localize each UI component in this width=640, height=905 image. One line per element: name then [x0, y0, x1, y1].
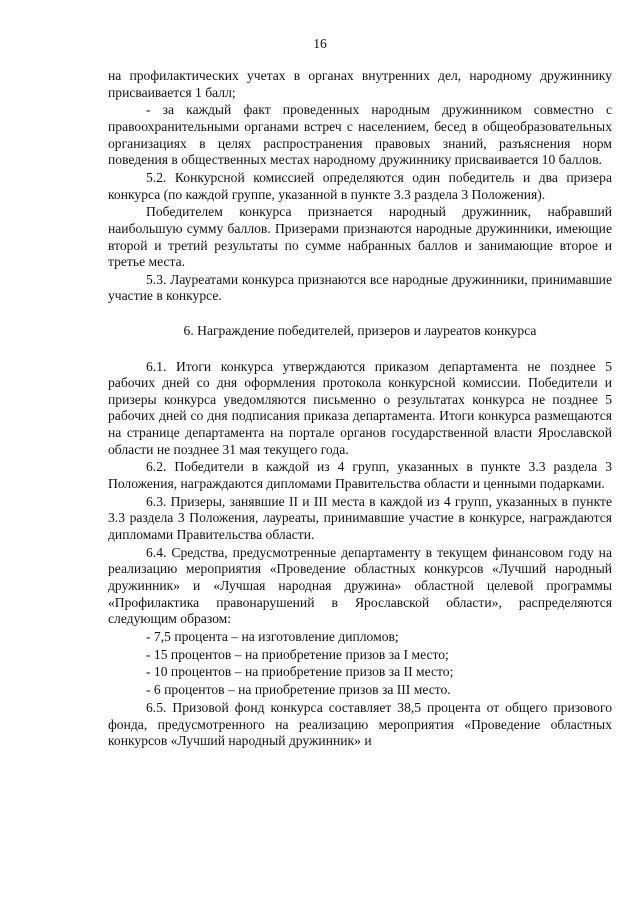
- list-item-second-place: - 10 процентов – на приобретение призов за II место;: [146, 664, 454, 680]
- paragraph-6-1: 6.1. Итоги конкурса утверждаются приказом департамента не позднее 5 рабочих дней со дня оформления протокола конкурсной комиссии. Победители и призеры конкурса уведомляются письменно о результатах конкурса не позднее 5 рабочих дней со дня подписания приказа департамента. Итоги конкурса размещаются на странице департамента на портале органов государственной власти Ярославской области не позднее 31 мая текущего года.: [108, 358, 612, 457]
- document-body: [108, 68, 612, 751]
- list-item-first-place: - 15 процентов – на приобретение призов за I место;: [146, 646, 449, 662]
- section-heading-6: 6. Награждение победителей, призеров и лауреатов конкурса: [183, 323, 537, 339]
- list-item-diplomas: - 7,5 процента – на изготовление дипломов;: [146, 628, 399, 644]
- paragraph-winner-definition: Победителем конкурса признается народный дружинник, набравший наибольшую сумму баллов. Призерами признаются народные дружинники, имеющие второй и третий результаты по сумме набранных баллов и занимающие второе и третье места.: [108, 204, 612, 270]
- paragraph-6-3: 6.3. Призеры, занявшие II и III места в каждой из 4 групп, указанных в пункте 3.3 раздела 3 Положения, лауреаты, принимавшие участие в конкурсе, награждаются дипломами Правительства области.: [108, 493, 612, 542]
- paragraph-5-2: 5.2. Конкурсной комиссией определяются один победитель и два призера конкурса (по каждой группе, указанной в пункте 3.3 раздела 3 Положения).: [108, 169, 612, 202]
- list-item-third-place: - 6 процентов – на приобретение призов за III место.: [146, 682, 451, 698]
- paragraph-6-5: 6.5. Призовой фонд конкурса составляет 38,5 процента от общего призового фонда, предусмотренного на реализацию мероприятия «Проведение областных конкурсов «Лучший народный дружинник» и: [108, 700, 612, 749]
- paragraph-6-2: 6.2. Победители в каждой из 4 групп, указанных в пункте 3.3 раздела 3 Положения, награждаются дипломами Правительства области и ценными подарками.: [108, 459, 612, 491]
- paragraph-6-4: 6.4. Средства, предусмотренные департаменту в текущем финансовом году на реализацию мероприятия «Проведение областных конкурсов «Лучший народный дружинник» и «Лучшая народная дружина» областной целевой программы «Профилактика правонарушений в Ярославской области», распределяются следующим образом:: [108, 544, 612, 627]
- paragraph-5-3: 5.3. Лауреатами конкурса признаются все народные дружинники, принимавшие участие в конкурсе.: [108, 271, 612, 304]
- page-number: 16: [313, 36, 327, 51]
- paragraph-continuation: на профилактических учетах в органах внутренних дел, народному дружиннику присваивается 1 балл;: [108, 68, 612, 100]
- paragraph-meetings-points: - за каждый факт проведенных народным дружинником совместно с правоохранительными органами встреч с населением, бесед в общеобразовательных организациях в целях распространения правовых знаний, разъяснения норм поведения в общественных местах народному дружиннику присваивается 10 баллов.: [108, 102, 612, 168]
